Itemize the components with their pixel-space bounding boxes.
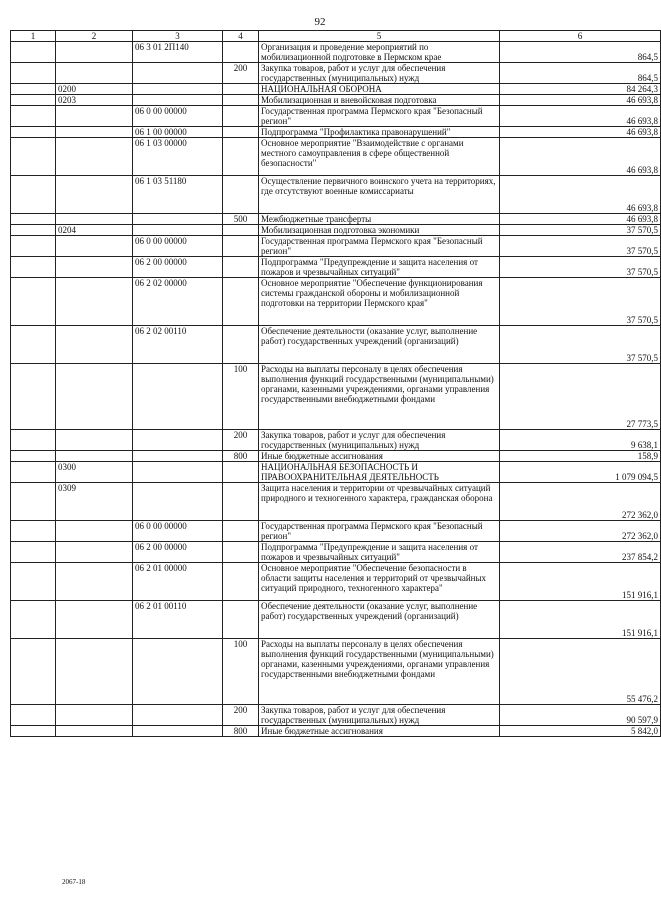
table-row: [11, 705, 661, 726]
section-cell: [11, 542, 56, 563]
description-cell: Иные бюджетные ассигнования: [259, 726, 500, 737]
expense-type-cell: [223, 483, 259, 521]
table-row: [11, 214, 661, 225]
header-cell-2: 2: [56, 31, 133, 42]
target-article-cell: [133, 364, 223, 430]
target-article-cell: 06 1 00 00000: [133, 127, 223, 138]
target-article-cell: [133, 214, 223, 225]
subsection-code-cell: [56, 563, 133, 601]
target-article-cell: 06 1 03 51180: [133, 176, 223, 214]
section-cell: [11, 127, 56, 138]
footer-code: 2067-18: [62, 878, 86, 886]
section-cell: [11, 705, 56, 726]
page-number: 92: [314, 16, 326, 28]
amount-cell: 46 693,8: [500, 95, 661, 106]
description-cell: Иные бюджетные ассигнования: [259, 451, 500, 462]
table-row: [11, 278, 661, 326]
table-row: [11, 138, 661, 176]
target-article-cell: 06 2 01 00110: [133, 601, 223, 639]
expense-type-cell: 800: [223, 451, 259, 462]
expense-type-cell: 200: [223, 63, 259, 84]
subsection-code-cell: [56, 63, 133, 84]
subsection-code-cell: 0300: [56, 462, 133, 483]
amount-cell: 864,5: [500, 42, 661, 63]
table-row: [11, 63, 661, 84]
expense-type-cell: 500: [223, 214, 259, 225]
target-article-cell: [133, 225, 223, 236]
table-row: [11, 483, 661, 521]
subsection-code-cell: 0309: [56, 483, 133, 521]
amount-cell: 37 570,5: [500, 326, 661, 364]
amount-cell: 27 773,5: [500, 364, 661, 430]
header-cell-1: 1: [11, 31, 56, 42]
section-cell: [11, 214, 56, 225]
section-cell: [11, 176, 56, 214]
description-cell: Основное мероприятие "Обеспечение функционирования системы гражданской обороны и мобилизационной подготовки на территории Пермского края": [259, 278, 500, 326]
expense-type-cell: [223, 462, 259, 483]
description-cell: Расходы на выплаты персоналу в целях обеспечения выполнения функций государственными (муниципальными) органами, казенными учреждениями, органами управления государственными внебюджетными фондами: [259, 364, 500, 430]
amount-cell: 55 476,2: [500, 639, 661, 705]
description-cell: Подпрограмма "Профилактика правонарушений": [259, 127, 500, 138]
amount-cell: 237 854,2: [500, 542, 661, 563]
subsection-code-cell: 0203: [56, 95, 133, 106]
target-article-cell: 06 0 00 00000: [133, 106, 223, 127]
amount-cell: 46 693,8: [500, 138, 661, 176]
amount-cell: 272 362,0: [500, 483, 661, 521]
description-cell: Государственная программа Пермского края "Безопасный регион": [259, 236, 500, 257]
description-cell: Государственная программа Пермского края "Безопасный регион": [259, 521, 500, 542]
amount-cell: 46 693,8: [500, 176, 661, 214]
amount-cell: 9 638,1: [500, 430, 661, 451]
table-row: [11, 326, 661, 364]
target-article-cell: [133, 462, 223, 483]
table-row: [11, 563, 661, 601]
target-article-cell: 06 0 00 00000: [133, 236, 223, 257]
section-cell: [11, 483, 56, 521]
target-article-cell: 06 2 02 00000: [133, 278, 223, 326]
expense-type-cell: [223, 95, 259, 106]
description-cell: Закупка товаров, работ и услуг для обеспечения государственных (муниципальных) нужд: [259, 430, 500, 451]
table-row: [11, 236, 661, 257]
section-cell: [11, 278, 56, 326]
subsection-code-cell: [56, 542, 133, 563]
expense-type-cell: 800: [223, 726, 259, 737]
description-cell: Организация и проведение мероприятий по мобилизационной подготовке в Пермском крае: [259, 42, 500, 63]
expense-type-cell: [223, 278, 259, 326]
table-row: [11, 451, 661, 462]
subsection-code-cell: [56, 451, 133, 462]
description-cell: Закупка товаров, работ и услуг для обеспечения государственных (муниципальных) нужд: [259, 705, 500, 726]
expense-type-cell: [223, 326, 259, 364]
table-row: [11, 84, 661, 95]
description-cell: Межбюджетные трансферты: [259, 214, 500, 225]
subsection-code-cell: [56, 521, 133, 542]
amount-cell: 37 570,5: [500, 278, 661, 326]
expense-type-cell: 100: [223, 639, 259, 705]
table-row: [11, 430, 661, 451]
subsection-code-cell: [56, 138, 133, 176]
subsection-code-cell: 0204: [56, 225, 133, 236]
table-row: [11, 42, 661, 63]
header-cell-5: 5: [259, 31, 500, 42]
target-article-cell: [133, 726, 223, 737]
description-cell: Осуществление первичного воинского учета на территориях, где отсутствуют военные комиссариаты: [259, 176, 500, 214]
section-cell: [11, 430, 56, 451]
amount-cell: 272 362,0: [500, 521, 661, 542]
table-row: [11, 95, 661, 106]
subsection-code-cell: [56, 705, 133, 726]
header-cell-6: 6: [500, 31, 661, 42]
expense-type-cell: [223, 563, 259, 601]
description-cell: Подпрограмма "Предупреждение и защита населения от пожаров и чрезвычайных ситуаций": [259, 257, 500, 278]
table-row: [11, 726, 661, 737]
section-cell: [11, 563, 56, 601]
description-cell: Государственная программа Пермского края "Безопасный регион": [259, 106, 500, 127]
amount-cell: 5 842,0: [500, 726, 661, 737]
expense-type-cell: [223, 127, 259, 138]
section-cell: [11, 726, 56, 737]
amount-cell: 151 916,1: [500, 563, 661, 601]
subsection-code-cell: [56, 364, 133, 430]
amount-cell: 84 264,3: [500, 84, 661, 95]
section-cell: [11, 42, 56, 63]
description-cell: Закупка товаров, работ и услуг для обеспечения государственных (муниципальных) нужд: [259, 63, 500, 84]
target-article-cell: [133, 84, 223, 95]
table-row: [11, 601, 661, 639]
section-cell: [11, 236, 56, 257]
table-row: [11, 521, 661, 542]
description-cell: Мобилизационная и вневойсковая подготовка: [259, 95, 500, 106]
table-row: [11, 127, 661, 138]
table-row: [11, 462, 661, 483]
subsection-code-cell: [56, 214, 133, 225]
section-cell: [11, 63, 56, 84]
section-cell: [11, 521, 56, 542]
amount-cell: 864,5: [500, 63, 661, 84]
expense-type-cell: [223, 42, 259, 63]
table-row: [11, 106, 661, 127]
target-article-cell: 06 0 00 00000: [133, 521, 223, 542]
target-article-cell: [133, 705, 223, 726]
section-cell: [11, 601, 56, 639]
expense-type-cell: [223, 236, 259, 257]
amount-cell: 151 916,1: [500, 601, 661, 639]
target-article-cell: 06 3 01 2П140: [133, 42, 223, 63]
expense-type-cell: 200: [223, 430, 259, 451]
section-cell: [11, 257, 56, 278]
expense-type-cell: 200: [223, 705, 259, 726]
target-article-cell: [133, 430, 223, 451]
description-cell: НАЦИОНАЛЬНАЯ БЕЗОПАСНОСТЬ И ПРАВООХРАНИТЕЛЬНАЯ ДЕЯТЕЛЬНОСТЬ: [259, 462, 500, 483]
section-cell: [11, 95, 56, 106]
expense-type-cell: [223, 84, 259, 95]
section-cell: [11, 364, 56, 430]
table-header-row: [11, 31, 661, 42]
section-cell: [11, 84, 56, 95]
target-article-cell: [133, 95, 223, 106]
subsection-code-cell: [56, 326, 133, 364]
section-cell: [11, 138, 56, 176]
section-cell: [11, 225, 56, 236]
description-cell: Защита населения и территории от чрезвычайных ситуаций природного и техногенного характера, гражданская оборона: [259, 483, 500, 521]
expense-type-cell: [223, 176, 259, 214]
table-row: [11, 225, 661, 236]
target-article-cell: 06 2 01 00000: [133, 563, 223, 601]
description-cell: Подпрограмма "Предупреждение и защита населения от пожаров и чрезвычайных ситуаций": [259, 542, 500, 563]
amount-cell: 46 693,8: [500, 127, 661, 138]
description-cell: Основное мероприятие "Взаимодействие с органами местного самоуправления в сфере общественной безопасности": [259, 138, 500, 176]
subsection-code-cell: [56, 726, 133, 737]
target-article-cell: [133, 483, 223, 521]
expense-type-cell: [223, 521, 259, 542]
expense-type-cell: [223, 257, 259, 278]
section-cell: [11, 326, 56, 364]
table-row: [11, 176, 661, 214]
table-row: [11, 639, 661, 705]
amount-cell: 46 693,8: [500, 214, 661, 225]
expense-type-cell: [223, 138, 259, 176]
table-row: [11, 542, 661, 563]
section-cell: [11, 451, 56, 462]
expense-type-cell: [223, 106, 259, 127]
section-cell: [11, 462, 56, 483]
subsection-code-cell: [56, 236, 133, 257]
expense-type-cell: [223, 542, 259, 563]
target-article-cell: 06 2 00 00000: [133, 542, 223, 563]
description-cell: Обеспечение деятельности (оказание услуг, выполнение работ) государственных учреждений (организаций): [259, 326, 500, 364]
target-article-cell: [133, 451, 223, 462]
target-article-cell: [133, 639, 223, 705]
target-article-cell: [133, 63, 223, 84]
section-cell: [11, 106, 56, 127]
subsection-code-cell: [56, 176, 133, 214]
description-cell: Обеспечение деятельности (оказание услуг, выполнение работ) государственных учреждений (организаций): [259, 601, 500, 639]
amount-cell: 158,9: [500, 451, 661, 462]
section-cell: [11, 639, 56, 705]
subsection-code-cell: [56, 42, 133, 63]
amount-cell: 37 570,5: [500, 236, 661, 257]
header-cell-3: 3: [133, 31, 223, 42]
header-cell-4: 4: [223, 31, 259, 42]
description-cell: Мобилизационная подготовка экономики: [259, 225, 500, 236]
amount-cell: 37 570,5: [500, 225, 661, 236]
subsection-code-cell: [56, 601, 133, 639]
expense-type-cell: [223, 225, 259, 236]
target-article-cell: 06 2 02 00110: [133, 326, 223, 364]
subsection-code-cell: [56, 257, 133, 278]
subsection-code-cell: 0200: [56, 84, 133, 95]
budget-table: [10, 30, 661, 737]
amount-cell: 90 597,9: [500, 705, 661, 726]
amount-cell: 1 079 094,5: [500, 462, 661, 483]
target-article-cell: 06 2 00 00000: [133, 257, 223, 278]
amount-cell: 46 693,8: [500, 106, 661, 127]
expense-type-cell: [223, 601, 259, 639]
target-article-cell: 06 1 03 00000: [133, 138, 223, 176]
table-row: [11, 364, 661, 430]
subsection-code-cell: [56, 639, 133, 705]
subsection-code-cell: [56, 278, 133, 326]
subsection-code-cell: [56, 106, 133, 127]
table-row: [11, 257, 661, 278]
description-cell: НАЦИОНАЛЬНАЯ ОБОРОНА: [259, 84, 500, 95]
description-cell: Основное мероприятие "Обеспечение безопасности в области защиты населения и территорий от чрезвычайных ситуаций природного, техногенного характера": [259, 563, 500, 601]
subsection-code-cell: [56, 127, 133, 138]
subsection-code-cell: [56, 430, 133, 451]
description-cell: Расходы на выплаты персоналу в целях обеспечения выполнения функций государственными (муниципальными) органами, казенными учреждениями, органами управления государственными внебюджетными фондами: [259, 639, 500, 705]
expense-type-cell: 100: [223, 364, 259, 430]
amount-cell: 37 570,5: [500, 257, 661, 278]
